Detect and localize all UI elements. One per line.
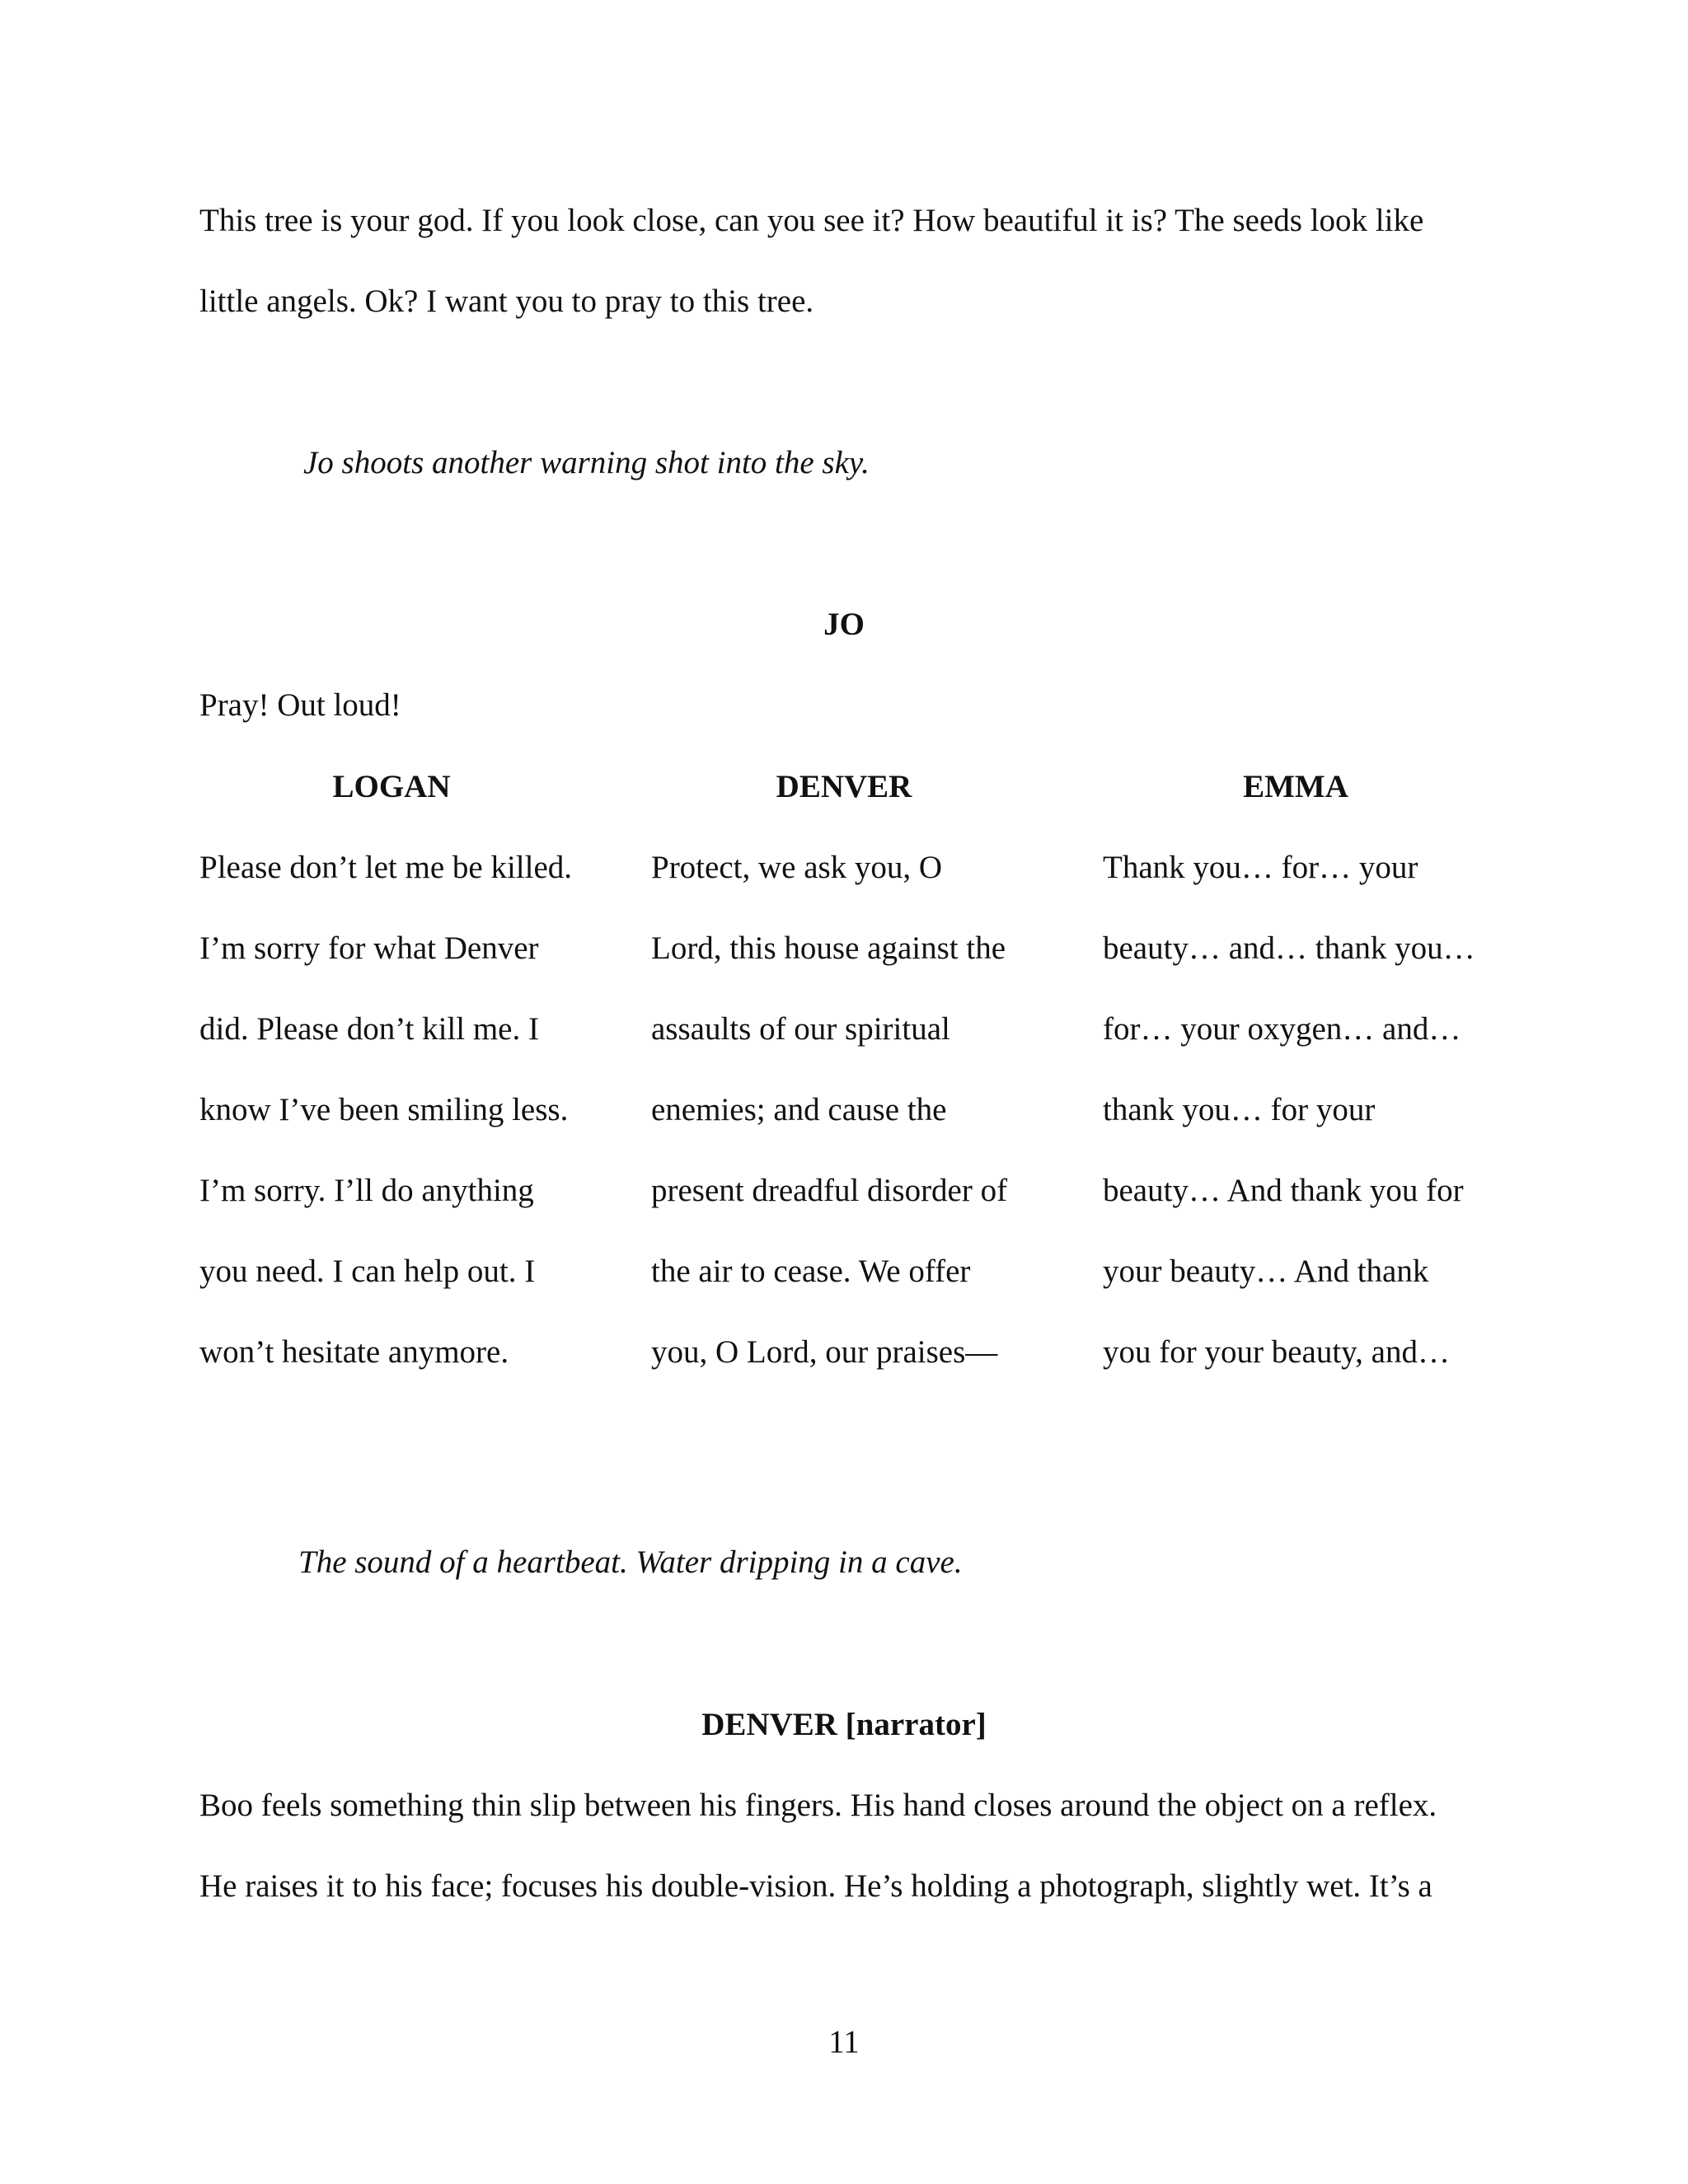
speaker-jo: JO xyxy=(823,607,865,642)
emma-line: for… your oxygen… and… xyxy=(1103,1011,1461,1047)
emma-line: your beauty… And thank xyxy=(1103,1254,1429,1289)
speaker-denver-narrator: DENVER [narrator] xyxy=(701,1707,987,1742)
speaker-emma: EMMA xyxy=(1243,769,1348,804)
jo-line: Pray! Out loud! xyxy=(199,687,401,723)
speaker-denver: DENVER xyxy=(776,769,912,804)
intro-line-1: This tree is your god. If you look close, can you see it? How beautiful it is? The seeds look like xyxy=(199,203,1424,238)
emma-line: beauty… And thank you for xyxy=(1103,1173,1464,1208)
intro-line-2: little angels. Ok? I want you to pray to this tree. xyxy=(199,284,814,319)
denver-line: enemies; and cause the xyxy=(651,1092,947,1127)
narrator-line-1: Boo feels something thin slip between his fingers. His hand closes around the object on a reflex. xyxy=(199,1788,1437,1823)
logan-line: I’m sorry for what Denver xyxy=(199,930,539,966)
logan-line: won’t hesitate anymore. xyxy=(199,1334,509,1370)
denver-line: assaults of our spiritual xyxy=(651,1011,950,1047)
stage-direction: Jo shoots another warning shot into the sky. xyxy=(303,445,870,480)
denver-line: you, O Lord, our praises— xyxy=(651,1334,998,1370)
narrator-line-2: He raises it to his face; focuses his double-vision. He’s holding a photograph, slightly wet. It’s a xyxy=(199,1868,1432,1904)
emma-line: thank you… for your xyxy=(1103,1092,1376,1127)
denver-line: present dreadful disorder of xyxy=(651,1173,1008,1208)
logan-line: Please don’t let me be killed. xyxy=(199,850,573,885)
speaker-logan: LOGAN xyxy=(332,769,451,804)
logan-line: I’m sorry. I’ll do anything xyxy=(199,1173,534,1208)
denver-line: Protect, we ask you, O xyxy=(651,850,943,885)
emma-line: beauty… and… thank you… xyxy=(1103,930,1475,966)
page-number: 11 xyxy=(828,2024,860,2060)
emma-line: Thank you… for… your xyxy=(1103,850,1418,885)
stage-direction: The sound of a heartbeat. Water dripping in a cave. xyxy=(298,1544,963,1580)
emma-line: you for your beauty, and… xyxy=(1103,1334,1450,1370)
denver-line: Lord, this house against the xyxy=(651,930,1006,966)
logan-line: know I’ve been smiling less. xyxy=(199,1092,569,1127)
denver-line: the air to cease. We offer xyxy=(651,1254,971,1289)
logan-line: you need. I can help out. I xyxy=(199,1254,536,1289)
logan-line: did. Please don’t kill me. I xyxy=(199,1011,539,1047)
